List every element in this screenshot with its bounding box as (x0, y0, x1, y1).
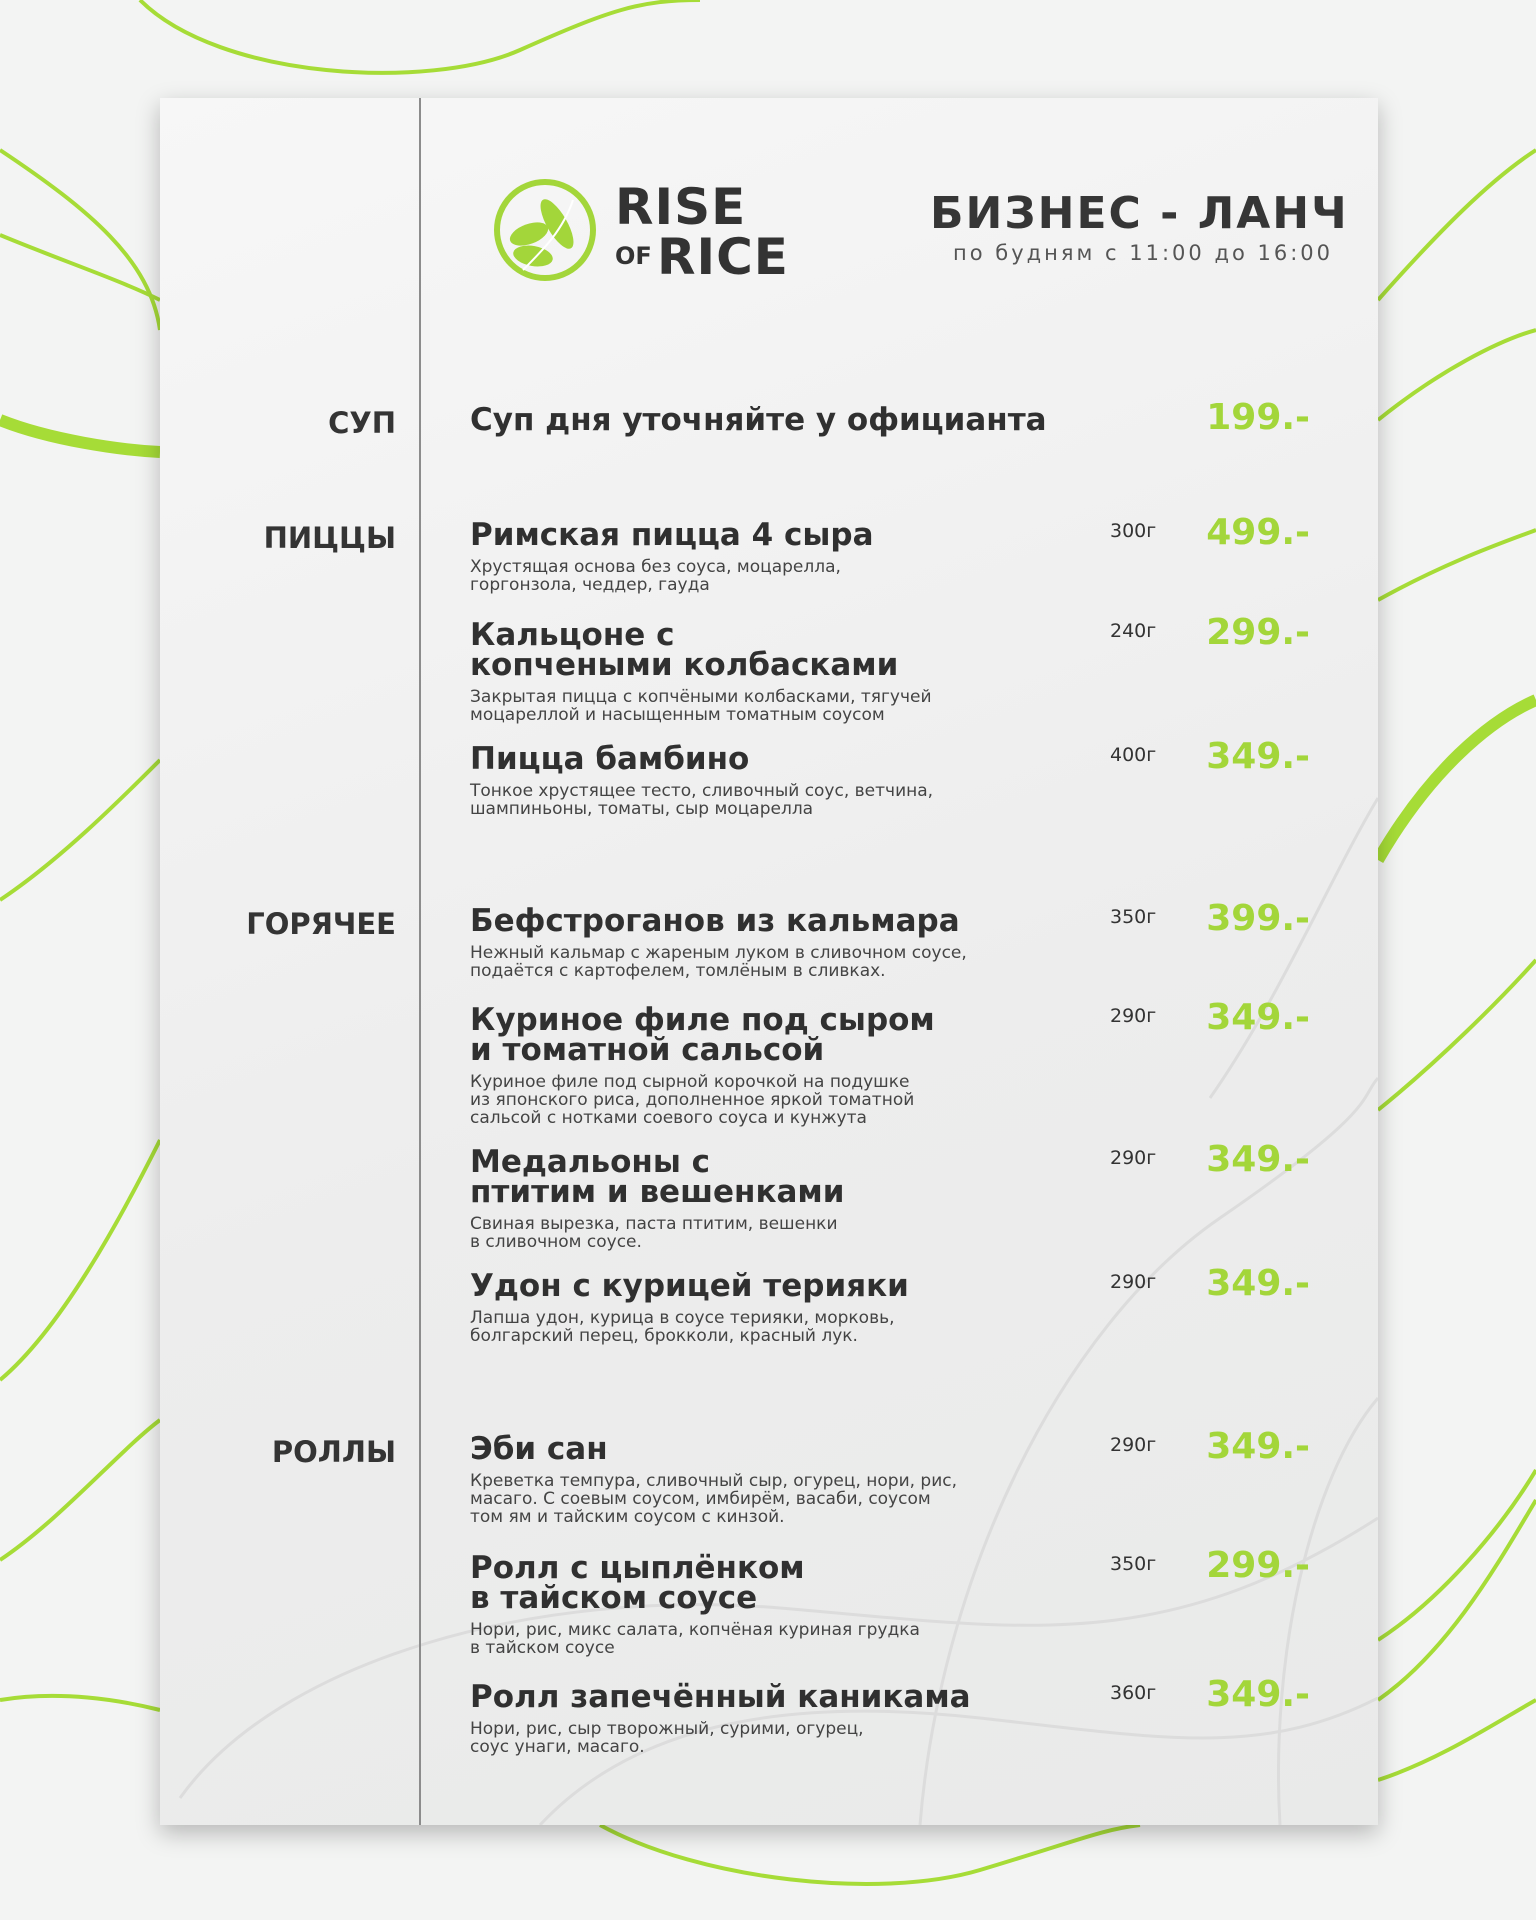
menu-item (470, 898, 1360, 981)
item-weight: 290г (1110, 1271, 1157, 1293)
item-price: 399.- (1206, 898, 1310, 939)
item-weight: 290г (1110, 1147, 1157, 1169)
menu-item (470, 1426, 1360, 1527)
item-name: Медальоны с птитим и вешенками (470, 1144, 845, 1210)
item-description: Хрустящая основа без соуса, моцарелла, горгонзола, чеддер, гауда (470, 557, 841, 595)
item-price: 349.- (1206, 997, 1310, 1038)
brand-logo (493, 170, 833, 300)
item-price: 199.- (1206, 397, 1310, 438)
item-description: Куриное филе под сырной корочкой на подушке из японского риса, дополненное яркой томатной сальсой с нотками соевого соуса и кунжута (470, 1072, 915, 1128)
logo-rise: RISE (615, 178, 747, 236)
item-price: 349.- (1206, 1674, 1310, 1715)
category-pizza: ПИЦЦЫ (263, 521, 396, 555)
item-name: Бефстроганов из кальмара (470, 903, 960, 939)
item-description: Закрытая пицца с копчёными колбасками, тягучей моцареллой и насыщенным томатным соусом (470, 687, 932, 725)
item-description: Нори, рис, микс салата, копчёная куриная грудка в тайском соусе (470, 1620, 920, 1658)
item-name: Римская пицца 4 сыра (470, 517, 874, 553)
menu-item (470, 997, 1360, 1128)
item-weight: 290г (1110, 1434, 1157, 1456)
menu-item (470, 397, 1360, 438)
item-weight: 350г (1110, 906, 1157, 928)
item-weight: 300г (1110, 520, 1157, 542)
item-weight: 400г (1110, 744, 1157, 766)
menu-item (470, 1545, 1360, 1658)
menu-sheet (160, 98, 1378, 1825)
menu-item (470, 1263, 1360, 1346)
menu-item (470, 1139, 1360, 1252)
item-price: 349.- (1206, 1426, 1310, 1467)
item-name: Ролл запечённый каникама (470, 1679, 971, 1715)
menu-item (470, 612, 1360, 725)
menu-item (470, 736, 1360, 819)
item-price: 349.- (1206, 1139, 1310, 1180)
item-price: 299.- (1206, 1545, 1310, 1586)
vertical-divider (419, 98, 421, 1825)
item-description: Лапша удон, курица в соусе терияки, морковь, болгарский перец, брокколи, красный лук. (470, 1308, 895, 1346)
item-description: Нори, рис, сыр творожный, сурими, огурец, соус унаги, масаго. (470, 1719, 864, 1757)
logo-rice: RICE (657, 228, 789, 286)
item-weight: 360г (1110, 1682, 1157, 1704)
item-name: Куриное филе под сыром и томатной сальсой (470, 1002, 935, 1068)
item-weight: 350г (1110, 1553, 1157, 1575)
menu-item (470, 1674, 1360, 1757)
page-title: БИЗНЕС - ЛАНЧ (930, 188, 1349, 239)
item-price: 499.- (1206, 512, 1310, 553)
item-description: Тонкое хрустящее тесто, сливочный соус, ветчина, шампиньоны, томаты, сыр моцарелла (470, 781, 934, 819)
item-name: Кальцоне с копчеными колбасками (470, 617, 899, 683)
category-rolls: РОЛЛЫ (271, 1435, 396, 1469)
item-price: 349.- (1206, 1263, 1310, 1304)
item-description: Нежный кальмар с жареным луком в сливочном соусе, подаётся с картофелем, томлёным в сливках. (470, 943, 967, 981)
item-price: 299.- (1206, 612, 1310, 653)
item-weight: 240г (1110, 620, 1157, 642)
item-weight: 290г (1110, 1005, 1157, 1027)
category-soup: СУП (328, 406, 396, 440)
item-description: Креветка темпура, сливочный сыр, огурец, нори, рис, масаго. С соевым соусом, имбирём, васаби, соусом том ям и тайским соусом с кинзой. (470, 1471, 958, 1527)
item-name: Удон с курицей терияки (470, 1268, 909, 1304)
category-hot: ГОРЯЧЕЕ (246, 907, 396, 941)
item-name: Эби сан (470, 1431, 608, 1467)
item-name: Ролл с цыплёнком в тайском соусе (470, 1550, 805, 1616)
page-subtitle: по будням с 11:00 до 16:00 (953, 241, 1334, 265)
menu-item (470, 512, 1360, 595)
rice-leaf-icon (493, 170, 603, 290)
item-description: Свиная вырезка, паста птитим, вешенки в сливочном соусе. (470, 1214, 838, 1252)
logo-of: OF (615, 242, 652, 270)
item-name: Суп дня уточняйте у официанта (470, 402, 1047, 438)
item-price: 349.- (1206, 736, 1310, 777)
item-name: Пицца бамбино (470, 741, 750, 777)
